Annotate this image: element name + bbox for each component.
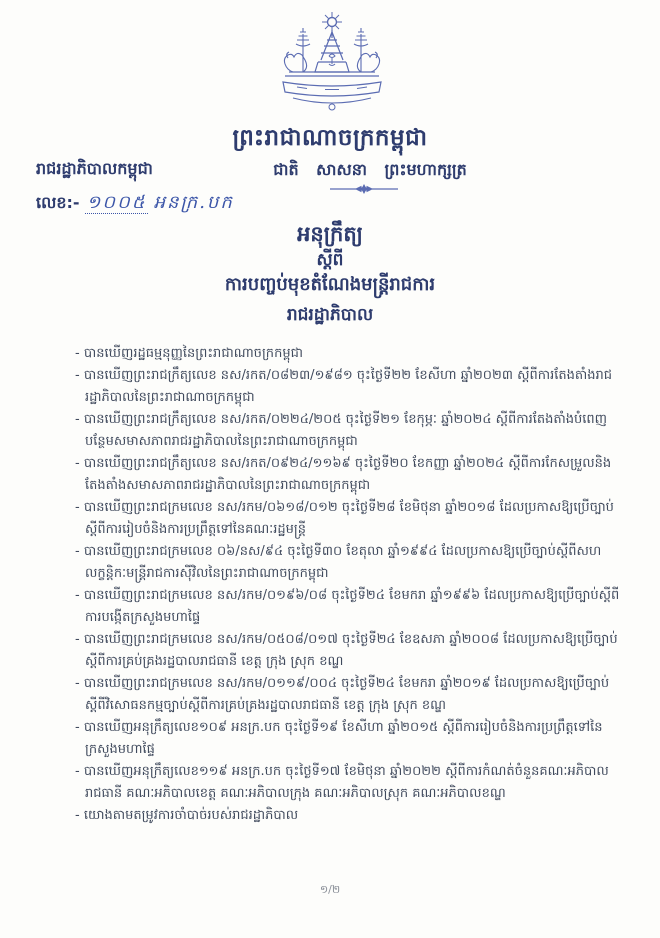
recital-item: - បានឃើញព្រះរាជក្រឹត្យលេខ នស/រកត/០៨២៣/១៩៨១ ចុះថ្ងៃទី២២ ខែសីហា ឆ្នាំ២០២៣ ស្តីពីការតែងតាំងរាជរដ្ឋាភិបាលនៃព្រះរាជាណាចក្រកម្ពុជា (75, 368, 612, 405)
decree-type: អនុក្រឹត្យ (297, 222, 363, 246)
recital-item: - បានឃើញអនុក្រឹត្យលេខ១០៩ អនក្រ.បក ចុះថ្ងៃទី១៩ ខែសីហា ឆ្នាំ២០១៥ ស្តីពីការរៀបចំនិងការប្រព្រឹត្តទៅនៃក្រសួងមហាផ្ទៃ (75, 720, 603, 757)
recital-item: - បានឃើញអនុក្រឹត្យលេខ១១៩ អនក្រ.បក ចុះថ្ងៃទី១៧ ខែមិថុនា ឆ្នាំ២០២២ ស្តីពីការកំណត់ចំនួនគណៈអភិបាលរាជធានី គណៈអភិបាលខេត្ត គណៈអភិបាលក្រុង គណៈអភិបាលស្រុក គណៈអភិបាលខណ្ឌ (75, 764, 609, 801)
page-number: ១/២ (319, 883, 341, 896)
recital-item: - បានឃើញព្រះរាជក្រមលេខ ០៦/នស/៩៤ ចុះថ្ងៃទី៣០ ខែតុលា ឆ្នាំ១៩៩៤ ដែលប្រកាសឱ្យប្រើច្បាប់ស្តីពីសហលក្ខន្តិកៈមន្ត្រីរាជការស៊ីវិលនៃព្រះរាជាណាចក្រកម្ពុជា (75, 544, 602, 581)
decree-subject: ការបញ្ចប់មុខតំណែងមន្ត្រីរាជការ (224, 274, 436, 295)
motto-divider-icon (330, 183, 398, 195)
issuer-title: រាជរដ្ឋាភិបាលកម្ពុជា (36, 159, 153, 178)
recital-item: - យោងតាមតម្រូវការចាំបាច់របស់រាជរដ្ឋាភិបាល (75, 808, 299, 823)
decree-title-block (0, 224, 660, 324)
recital-item: - បានឃើញព្រះរាជក្រមលេខ នស/រកម/០៥០៨/០១៧ ចុះថ្ងៃទី២៤ ខែឧសភា ឆ្នាំ២០០៨ ដែលប្រកាសឱ្យប្រើច្បាប់ស្តីពីការគ្រប់គ្រងរដ្ឋបាលរាជធានី ខេត្ត ក្រុង ស្រុក ខណ្ឌ (75, 632, 618, 669)
decree-regarding-label: ស្តីពី (316, 250, 344, 270)
document-number (36, 190, 234, 217)
recital-item: - បានឃើញព្រះរាជក្រមលេខ នស/រកម/០១១៩/០០៤ ចុះថ្ងៃទី២៤ ខែមករា ឆ្នាំ២០១៩ ដែលប្រកាសឱ្យប្រើច្បាប់ស្តីពីវិសោធនកម្មច្បាប់ស្តីពីការគ្រប់គ្រងរដ្ឋបាលរាជធានី ខេត្ត ក្រុង ស្រុក ខណ្ឌ (75, 676, 610, 713)
recital-item: - បានឃើញព្រះរាជក្រមលេខ នស/រកម/០១៩៦/០៨ ចុះថ្ងៃទី២៤ ខែមករា ឆ្នាំ១៩៩៦ ដែលប្រកាសឱ្យប្រើច្បាប់ស្តីពីការបង្កើតក្រសួងមហាផ្ទៃ (75, 588, 620, 625)
recitals-list (75, 343, 633, 827)
kingdom-title: ព្រះរាជាណាចក្រកម្ពុជា (232, 125, 428, 151)
recital-item: - បានឃើញព្រះរាជក្រមលេខ នស/រកម/០៦១៨/០១២ ចុះថ្ងៃទី២៨ ខែមិថុនា ឆ្នាំ២០១៨ ដែលប្រកាសឱ្យប្រើច្បាប់ស្តីពីការរៀបចំនិងការប្រព្រឹត្តទៅនៃគណៈរដ្ឋមន្ត្រី (75, 500, 614, 537)
recital-item: - បានឃើញរដ្ឋធម្មនុញ្ញនៃព្រះរាជាណាចក្រកម្ពុជា (75, 346, 303, 361)
document-number-label: លេខ:- (36, 193, 80, 212)
decree-authority: រាជរដ្ឋាភិបាល (286, 305, 374, 325)
document-number-suffix: អនក្រ.បក (153, 192, 234, 213)
document-number-value: ១០០៥ (86, 192, 147, 213)
recital-item: - បានឃើញព្រះរាជក្រឹត្យលេខ នស/រកត/០២២៤/២០៥ ចុះថ្ងៃទី២១ ខែកុម្ភៈ ឆ្នាំ២០២៤ ស្តីពីការតែងតាំងបំពេញបន្ថែមសមាសភាពរាជរដ្ឋាភិបាលនៃព្រះរាជាណាចក្រកម្ពុជា (75, 412, 608, 449)
national-motto: ជាតិ សាសនា ព្រះមហាក្សត្រ (273, 160, 467, 179)
royal-arms-of-cambodia-icon (263, 10, 401, 118)
recital-item: - បានឃើញព្រះរាជក្រឹត្យលេខ នស/រកត/០៩២៤/១១៦៩ ចុះថ្ងៃទី២០ ខែកញ្ញា ឆ្នាំ២០២៤ ស្តីពីការកែសម្រួលនិងតែងតាំងសមាសភាពរាជរដ្ឋាភិបាលនៃព្រះរាជាណាចក្រកម្ពុជា (75, 456, 612, 493)
